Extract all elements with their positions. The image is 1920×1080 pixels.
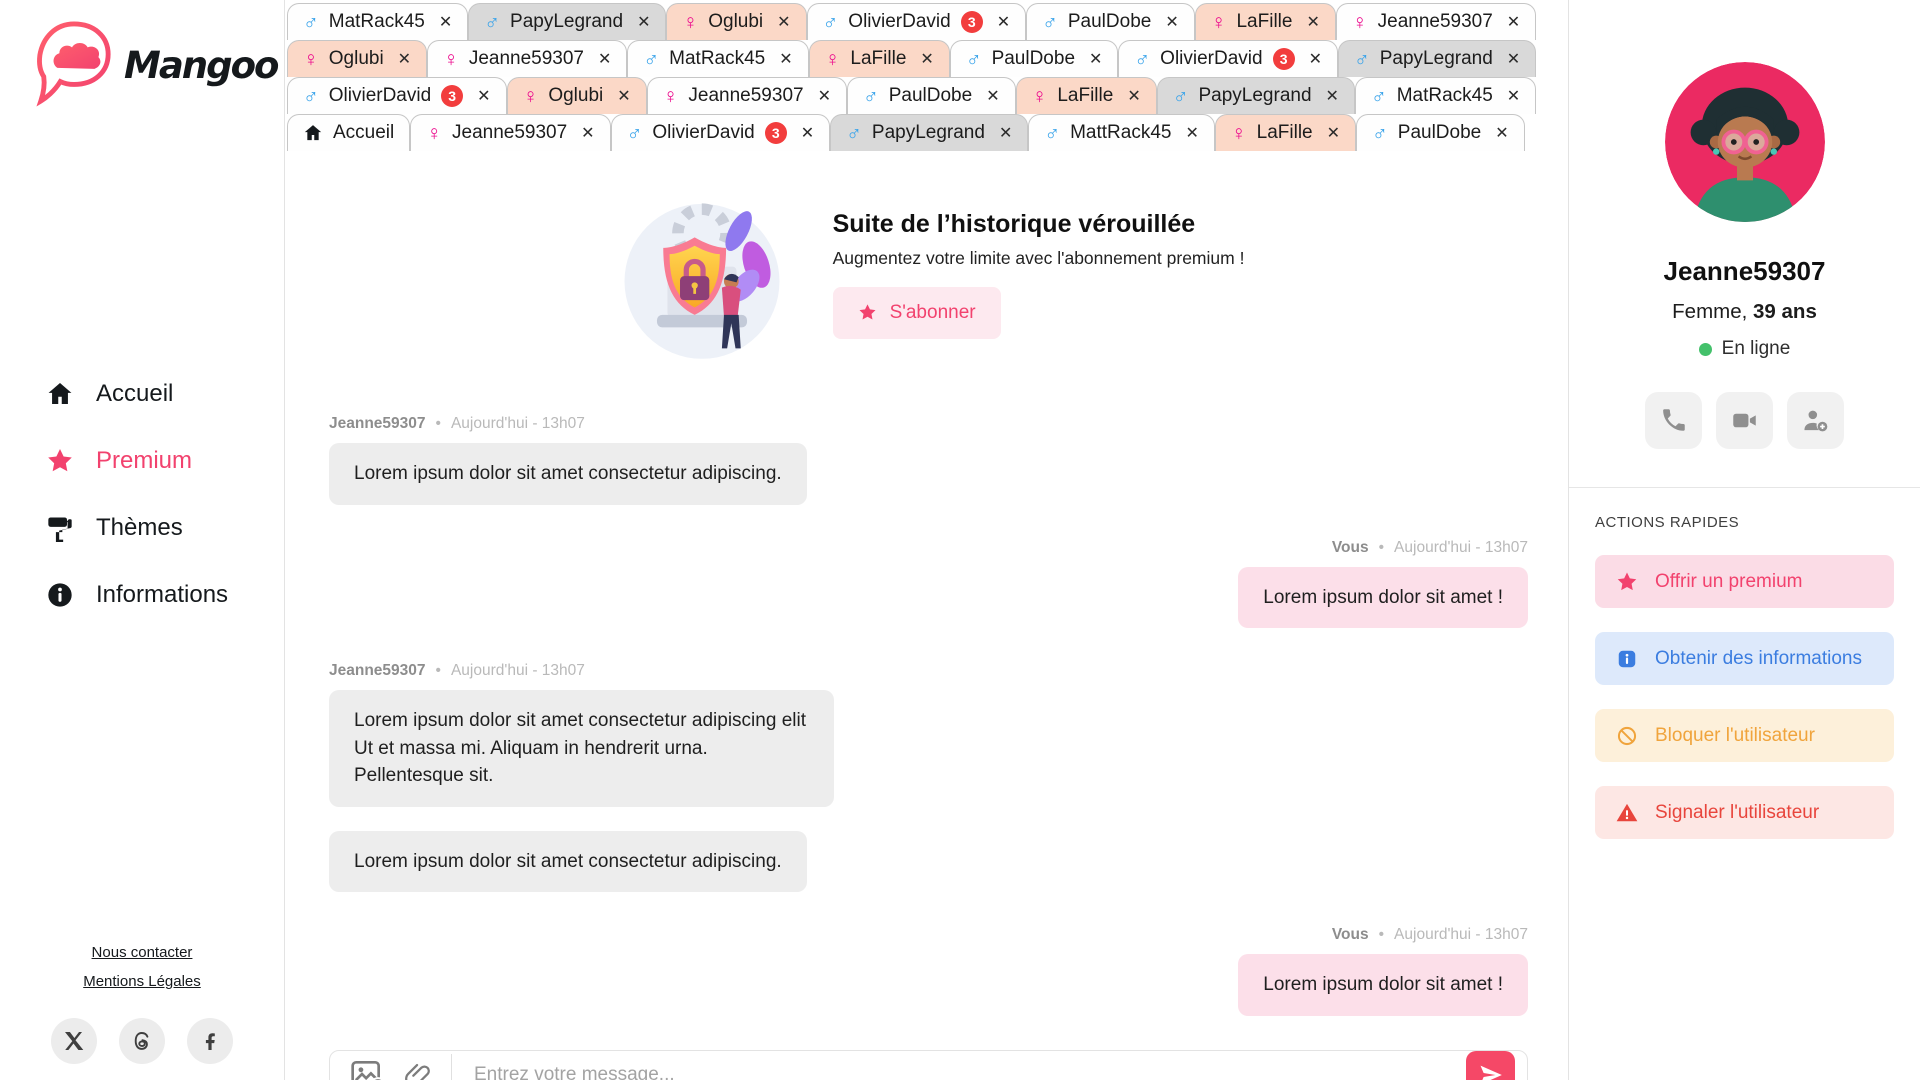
- nav-label: Premium: [96, 447, 193, 474]
- meta-dot: •: [435, 662, 441, 680]
- message-meta: [1332, 926, 1528, 944]
- chat-tab-oglubi[interactable]: [287, 40, 427, 77]
- message: [329, 415, 1528, 505]
- brand-name: Mangoo: [124, 44, 278, 87]
- home-icon: [46, 380, 74, 408]
- tab-label: OlivierDavid: [328, 85, 432, 106]
- chat-tab-oglubi[interactable]: [507, 77, 647, 114]
- info-icon: [46, 581, 74, 609]
- facebook-icon[interactable]: [187, 1018, 233, 1064]
- message: [329, 926, 1528, 1016]
- avatar: [1665, 62, 1825, 222]
- close-icon[interactable]: ✕: [986, 88, 1000, 105]
- meta-dot: •: [435, 415, 441, 432]
- contact-link[interactable]: Nous contacter: [91, 944, 193, 961]
- message-bubble: Lorem ipsum dolor sit amet consectetur adipiscing.: [329, 443, 807, 505]
- tab-label: PapyLegrand: [510, 11, 624, 32]
- message-meta: [1332, 539, 1528, 557]
- chat-tab-matrack45[interactable]: [627, 40, 808, 77]
- chat-tab-accueil[interactable]: [287, 114, 410, 151]
- message-author: Jeanne59307: [329, 662, 426, 680]
- chat-content: [285, 151, 1568, 1080]
- female-icon: ♀: [426, 121, 442, 145]
- tab-label: PapyLegrand: [1379, 48, 1493, 69]
- chat-tab-papylegrand[interactable]: [1157, 77, 1355, 114]
- star-icon: [858, 303, 877, 322]
- close-icon[interactable]: ✕: [1495, 125, 1509, 142]
- close-icon[interactable]: ✕: [637, 14, 651, 31]
- female-icon: ♀: [303, 47, 319, 71]
- tab-label: MatRack45: [669, 48, 766, 69]
- chat-tab-lafille[interactable]: [1215, 114, 1356, 151]
- phone-call-button[interactable]: [1645, 392, 1702, 449]
- tab-label: OlivierDavid: [1160, 48, 1263, 69]
- close-icon[interactable]: ✕: [1506, 51, 1521, 68]
- quick-action-pink[interactable]: [1595, 555, 1894, 608]
- close-icon[interactable]: ✕: [477, 88, 491, 105]
- close-icon[interactable]: ✕: [800, 125, 815, 142]
- premium-banner: [329, 185, 1528, 363]
- nav-label: Informations: [96, 581, 229, 608]
- chat-tab-jeanne59307[interactable]: [1336, 3, 1536, 40]
- female-icon: ♀: [1230, 121, 1247, 145]
- x-icon[interactable]: [51, 1018, 97, 1064]
- message-meta: [329, 662, 585, 680]
- tab-label: PaulDobe: [888, 85, 973, 106]
- tab-label: OlivierDavid: [848, 11, 951, 32]
- tab-label: PapyLegrand: [871, 122, 985, 143]
- male-icon: ♂: [965, 47, 982, 71]
- sidebar-item-themes[interactable]: [46, 508, 228, 548]
- tab-label: Jeanne59307: [452, 122, 568, 143]
- close-icon[interactable]: ✕: [1506, 88, 1521, 105]
- legal-link[interactable]: Mentions Légales: [83, 973, 201, 990]
- close-icon[interactable]: ✕: [1165, 14, 1179, 31]
- message-meta: [329, 415, 585, 433]
- subscribe-label: S'abonner: [889, 301, 976, 323]
- female-icon: ♀: [682, 10, 699, 34]
- male-icon: ♂: [1134, 47, 1151, 71]
- chat-tab-pauldobe[interactable]: [950, 40, 1119, 77]
- male-icon: ♂: [626, 121, 643, 145]
- add-image-icon[interactable]: [350, 1057, 386, 1080]
- paint-roller-icon: [46, 514, 74, 542]
- star-icon: [46, 447, 74, 475]
- banner-subtitle: Augmentez votre limite avec l'abonnement premium !: [832, 247, 1245, 268]
- sidebar: [0, 0, 284, 1080]
- tab-label: Jeanne59307: [468, 48, 584, 69]
- tab-label: MatRack45: [328, 11, 425, 32]
- sidebar-item-premium[interactable]: [46, 441, 228, 481]
- message-time: Aujourd'hui - 13h07: [1394, 538, 1528, 556]
- subscribe-button[interactable]: [833, 287, 1001, 339]
- tab-row: [287, 40, 1568, 77]
- home-icon: [303, 123, 323, 143]
- male-icon: ♂: [1354, 47, 1370, 71]
- profile-panel: [1569, 0, 1920, 1080]
- tab-label: OlivierDavid: [652, 122, 755, 143]
- tab-label: Jeanne59307: [1377, 11, 1493, 32]
- block-icon: [1616, 725, 1638, 747]
- quick-actions: [1569, 488, 1920, 863]
- banner-title: Suite de l’historique vérouillée: [832, 209, 1196, 238]
- chat-tab-lafille[interactable]: [1016, 77, 1157, 114]
- chat-tab-lafille[interactable]: [809, 40, 950, 77]
- chat-tab-papylegrand[interactable]: [830, 114, 1028, 151]
- male-icon: ♂: [303, 10, 319, 34]
- close-icon[interactable]: ✕: [1306, 14, 1320, 31]
- message-bubble: Lorem ipsum dolor sit amet !: [1238, 954, 1528, 1016]
- male-icon: ♂: [1044, 121, 1061, 145]
- chat-tab-pauldobe[interactable]: [847, 77, 1016, 114]
- tab-label: MattRack45: [1070, 122, 1172, 143]
- close-icon[interactable]: ✕: [1325, 88, 1339, 105]
- chat-tab-olivierdavid[interactable]: [1118, 40, 1338, 77]
- male-icon: ♂: [862, 84, 879, 108]
- quick-action-blue[interactable]: [1595, 632, 1894, 685]
- female-icon: ♀: [443, 47, 459, 71]
- close-icon[interactable]: ✕: [581, 125, 595, 142]
- male-icon: ♂: [643, 47, 660, 71]
- close-icon[interactable]: ✕: [1506, 14, 1521, 31]
- video-call-button[interactable]: [1716, 392, 1773, 449]
- composer-divider: [451, 1054, 452, 1080]
- tab-label: PaulDobe: [991, 48, 1076, 69]
- quick-actions-title: ACTIONS RAPIDES: [1595, 514, 1740, 531]
- message-input[interactable]: [474, 1064, 1466, 1080]
- male-icon: ♂: [484, 10, 501, 34]
- male-icon: ♂: [1370, 84, 1387, 108]
- chat-tab-oglubi[interactable]: [666, 3, 806, 40]
- quick-action-orange[interactable]: [1595, 709, 1894, 762]
- warning-icon: [1616, 802, 1638, 824]
- sidebar-item-accueil[interactable]: [46, 374, 228, 414]
- mangoo-logo-icon: [34, 16, 114, 115]
- message-bubble: Lorem ipsum dolor sit amet !: [1238, 567, 1528, 629]
- message-time: Aujourd'hui - 13h07: [1394, 926, 1528, 944]
- chat-tab-olivierdavid[interactable]: [807, 3, 1027, 40]
- message: [329, 539, 1528, 629]
- social-links: [51, 1018, 233, 1064]
- female-icon: ♀: [1351, 10, 1368, 34]
- quick-action-red[interactable]: [1595, 786, 1894, 839]
- action-label: Bloquer l'utilisateur: [1655, 724, 1815, 746]
- action-label: Offrir un premium: [1655, 570, 1803, 592]
- tab-label: LaFille: [850, 48, 907, 69]
- chat-tab-jeanne59307[interactable]: [647, 77, 847, 114]
- chat-tab-matrack45[interactable]: [287, 3, 468, 40]
- close-icon[interactable]: ✕: [779, 51, 793, 68]
- action-label: Signaler l'utilisateur: [1655, 801, 1820, 823]
- online-dot-icon: [1699, 343, 1712, 356]
- tab-row: [287, 77, 1568, 114]
- nav-label: Accueil: [96, 380, 174, 407]
- profile-gender-age: [1672, 300, 1817, 324]
- close-icon[interactable]: ✕: [617, 88, 631, 105]
- status-label: En ligne: [1721, 338, 1791, 359]
- male-icon: ♂: [822, 10, 839, 34]
- close-icon[interactable]: ✕: [920, 51, 934, 68]
- nav-label: Thèmes: [96, 514, 183, 541]
- male-icon: ♂: [303, 84, 319, 108]
- message-list: [329, 415, 1528, 1050]
- close-icon[interactable]: ✕: [1089, 51, 1103, 68]
- close-icon[interactable]: ✕: [817, 88, 831, 105]
- threads-icon[interactable]: [119, 1018, 165, 1064]
- chat-tab-papylegrand[interactable]: [468, 3, 666, 40]
- meta-dot: •: [1378, 926, 1385, 944]
- add-contact-button[interactable]: [1787, 392, 1844, 449]
- star-icon: [1616, 571, 1638, 593]
- message-bubble: Lorem ipsum dolor sit amet consectetur adipiscing.: [329, 831, 807, 893]
- close-icon[interactable]: ✕: [998, 125, 1013, 142]
- chat-tabbar: [285, 0, 1568, 151]
- profile-name: Jeanne59307: [1663, 256, 1826, 286]
- female-icon: ♀: [662, 84, 679, 108]
- chat-tab-jeanne59307[interactable]: [410, 114, 610, 151]
- message-author: Vous: [1331, 538, 1369, 556]
- chat-tab-olivierdavid[interactable]: [287, 77, 507, 114]
- tab-label: Jeanne59307: [688, 85, 804, 106]
- tab-row: [287, 3, 1568, 40]
- action-label: Obtenir des informations: [1655, 647, 1862, 669]
- close-icon[interactable]: ✕: [1308, 51, 1322, 68]
- gender-label: Femme,: [1672, 300, 1748, 323]
- close-icon[interactable]: ✕: [397, 51, 412, 68]
- chat-tab-jeanne59307[interactable]: [427, 40, 627, 77]
- tab-label: Oglubi: [708, 11, 764, 32]
- male-icon: ♂: [1042, 10, 1058, 34]
- tab-label: LaFille: [1236, 11, 1293, 32]
- male-icon: ♂: [846, 121, 862, 145]
- male-icon: ♂: [1172, 84, 1189, 108]
- message-time: Aujourd'hui - 13h07: [450, 415, 585, 432]
- message-author: Vous: [1331, 926, 1369, 944]
- close-icon[interactable]: ✕: [438, 14, 453, 31]
- age-label: 39 ans: [1753, 300, 1817, 323]
- close-icon[interactable]: ✕: [1127, 88, 1141, 105]
- chat-tab-olivierdavid[interactable]: [611, 114, 831, 151]
- close-icon[interactable]: ✕: [1326, 125, 1341, 142]
- tab-label: Oglubi: [328, 48, 384, 69]
- send-button[interactable]: [1466, 1051, 1515, 1080]
- chat-tab-pauldobe[interactable]: [1026, 3, 1195, 40]
- tab-label: Oglubi: [548, 85, 604, 106]
- close-icon[interactable]: ✕: [1185, 125, 1199, 142]
- chat-tab-matrack45[interactable]: [1355, 77, 1536, 114]
- premium-banner-text: [833, 210, 1245, 339]
- chat-tab-mattrack45[interactable]: [1028, 114, 1215, 151]
- send-icon: [1478, 1062, 1504, 1080]
- tab-label: PapyLegrand: [1198, 85, 1312, 106]
- message-bubble: Lorem ipsum dolor sit amet consectetur adipiscing elit Ut et massa mi. Aliquam in hendrerit urna. Pellentesque sit.: [329, 690, 834, 807]
- chat-tab-pauldobe[interactable]: [1356, 114, 1525, 151]
- male-icon: ♂: [1372, 121, 1388, 145]
- close-icon[interactable]: ✕: [777, 14, 791, 31]
- female-icon: ♀: [1031, 84, 1048, 108]
- message-composer: [329, 1050, 1528, 1080]
- profile-call-actions: [1645, 392, 1844, 449]
- sidebar-nav: [46, 374, 228, 642]
- female-icon: ♀: [824, 47, 841, 71]
- locked-history-illustration: [613, 185, 791, 363]
- tab-label: MatRack45: [1396, 85, 1493, 106]
- sidebar-footer: [0, 938, 284, 1064]
- tab-label: LaFille: [1256, 122, 1313, 143]
- unread-badge: 3: [765, 122, 787, 144]
- meta-dot: •: [1378, 538, 1385, 556]
- attachment-icon[interactable]: [404, 1062, 431, 1080]
- unread-badge: 3: [961, 11, 983, 33]
- brand: [0, 0, 284, 115]
- close-icon[interactable]: ✕: [598, 51, 612, 68]
- message: [329, 662, 1528, 892]
- female-icon: ♀: [522, 84, 539, 108]
- tab-label: Accueil: [333, 122, 395, 143]
- main-area: [284, 0, 1569, 1080]
- tab-label: LaFille: [1057, 85, 1114, 106]
- message-time: Aujourd'hui - 13h07: [450, 662, 585, 680]
- unread-badge: 3: [1273, 48, 1295, 70]
- unread-badge: 3: [441, 85, 463, 107]
- tab-label: PaulDobe: [1397, 122, 1482, 143]
- message-author: Jeanne59307: [329, 415, 426, 432]
- close-icon[interactable]: ✕: [996, 14, 1011, 31]
- tab-row: [287, 114, 1568, 151]
- info-square-icon: [1616, 648, 1638, 670]
- tab-label: PaulDobe: [1067, 11, 1152, 32]
- sidebar-item-informations[interactable]: [46, 575, 228, 615]
- online-status: [1699, 338, 1791, 360]
- chat-tab-papylegrand[interactable]: [1338, 40, 1536, 77]
- chat-tab-lafille[interactable]: [1195, 3, 1336, 40]
- female-icon: ♀: [1210, 10, 1227, 34]
